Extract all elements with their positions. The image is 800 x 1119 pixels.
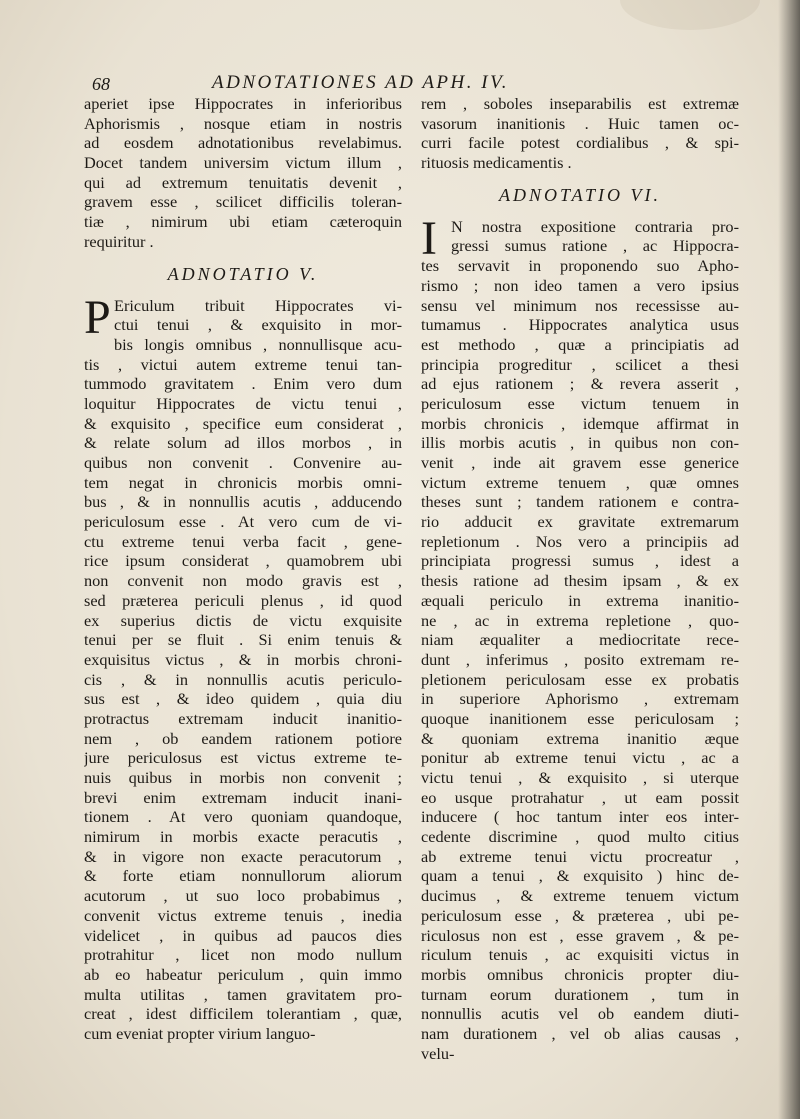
- text-line: repletionum . Nos vero a principiis ad: [421, 531, 739, 551]
- text-line: & relate solum ad illos morbos , in: [84, 433, 402, 453]
- text-line: thesis ratione ad thesim ipsam , & ex: [421, 571, 739, 591]
- text-line: pletionem periculosam esse ex probatis: [421, 669, 739, 689]
- text-line: multa utilitas , tamen gravitatem pro-: [84, 984, 402, 1004]
- drop-cap-p: P: [84, 290, 111, 344]
- text-line: loquitur Hippocrates de victu tenui ,: [84, 393, 402, 413]
- text-line: qui ad extremum tenuitatis devenit ,: [84, 172, 402, 192]
- text-line: bus , & in nonnullis acutis , adducendo: [84, 492, 402, 512]
- text-line: principia progreditur , scilicet a thesi: [421, 354, 739, 374]
- text-line: rice ipsum considerat , quamobrem ubi: [84, 551, 402, 571]
- text-line: tummodo gravitatem . Enim vero dum: [84, 374, 402, 394]
- text-line: ne , ac in extrema repletione , quo-: [421, 610, 739, 630]
- text-line: tes servavit in proponendo suo Apho-: [421, 256, 739, 276]
- text-line: requiritur .: [84, 231, 154, 251]
- text-line: & exquisito , specifice eum considerat ,: [84, 413, 402, 433]
- text-line: theses sunt ; tandem rationem e contra-: [421, 492, 739, 512]
- page-number: 68: [92, 74, 110, 94]
- text-line: nam durationem , vel ob alias causas ,: [421, 1023, 739, 1043]
- text-line: victu tenui , & exquisito , si uterque: [421, 768, 739, 787]
- text-line: riculosus non est , esse gravem , & pe-: [421, 925, 739, 945]
- right-column: [421, 94, 739, 1063]
- text-line: gravem esse , scilicet difficilis toleran-: [84, 192, 402, 212]
- text-line: riculum tenuis , ac exquisiti victus in: [421, 945, 739, 965]
- section-v-paragraph: [84, 290, 402, 1044]
- text-line: & forte etiam nonnullorum aliorum: [84, 866, 402, 886]
- text-line: nonnullis acutis vel ob eandem diuti-: [421, 1004, 739, 1024]
- text-line: venit , inde ait gravem esse generice: [421, 453, 739, 472]
- text-line: niam æqualiter a mediocritate rece-: [421, 630, 739, 650]
- text-line: tenui per se fluit . Si enim tenuis &: [84, 630, 402, 650]
- text-line: jure periculosus est victus extreme te-: [84, 748, 402, 768]
- text-line: cum eveniat propter virium languo-: [84, 1023, 316, 1043]
- text-line: Docet tandem universim victum illum ,: [84, 153, 402, 173]
- text-line: rio adducit ex gravitate extremarum: [421, 512, 739, 532]
- text-line: æquali periculo in extrema inanitio-: [421, 590, 739, 610]
- text-line: illis morbis acutis , in quibus non con-: [421, 433, 739, 453]
- text-line: quibus non convenit . Convenire au-: [84, 453, 402, 472]
- text-line: tis , victui autem extreme tenui tan-: [84, 354, 402, 374]
- text-line: convenit victus extreme tenuis , inedia: [84, 905, 402, 925]
- text-line: morbis chronicis , idemque affirmat in: [421, 413, 739, 433]
- text-line: est methodo , quæ a principiatis ad: [421, 334, 739, 354]
- binding-shadow: [778, 0, 800, 1119]
- right-intro-paragraph: [421, 94, 739, 173]
- text-line: tumamus . Hippocrates analytica usus: [421, 315, 739, 335]
- text-line: protrahitur , licet non modo nullum: [84, 945, 402, 965]
- text-line: ad eosdem adnotationibus revelabimus.: [84, 133, 402, 153]
- text-line: rismo ; non ideo tamen a vero ipsius: [421, 275, 739, 295]
- text-line: eo usque protrahatur , ut eam possit: [421, 787, 739, 807]
- text-line: cis , & in nonnullis acutis periculo-: [84, 669, 402, 689]
- text-line: vasorum inanitionis . Huic tamen oc-: [421, 113, 739, 133]
- text-line: tionem . At vero quoniam quandoque,: [84, 807, 402, 827]
- paper-stain: [620, 0, 760, 30]
- text-line: quam a tenui , & exquisito ) hinc de-: [421, 866, 739, 886]
- text-line: turnam eorum durationem , tum in: [421, 984, 739, 1004]
- section-vi-paragraph: [421, 211, 739, 1064]
- text-line: N nostra expositione contraria pro-: [451, 216, 739, 236]
- text-line: protractus extremam inducit inanitio-: [84, 708, 402, 728]
- section-heading-v: ADNOTATIO V.: [167, 263, 319, 284]
- text-line: quoque inanitionem esse periculosam ;: [421, 708, 739, 728]
- text-line: curri facile potest cordialibus , & spi-: [421, 133, 739, 153]
- text-line: nuis quibus in morbis non convenit ;: [84, 768, 402, 787]
- text-line: brevi enim extremam inducit inani-: [84, 787, 402, 807]
- text-line: & quoniam extrema inanitio æque: [421, 728, 739, 748]
- text-line: inducere ( hoc tantum inter eos inter-: [421, 807, 739, 827]
- text-line: ad ejus rationem ; & revera asserit ,: [421, 374, 739, 394]
- text-line: ab eo habeatur periculum , quin immo: [84, 964, 402, 984]
- text-line: nimirum in morbis exacte peracutis ,: [84, 827, 402, 847]
- text-line: sed præterea periculi plenus , id quod: [84, 590, 402, 610]
- text-line: principiata progressi sumus , idest a: [421, 551, 739, 571]
- text-line: periculosum esse victum tenuem in: [421, 393, 739, 413]
- text-line: ex superius dictis de victu exquisite: [84, 610, 402, 630]
- text-line: gressi sumus ratione , ac Hippocra-: [451, 236, 739, 256]
- running-title: ADNOTATIONES AD APH. IV.: [212, 72, 509, 93]
- text-line: ctu extreme tenui verba facit , gene-: [84, 531, 402, 551]
- text-line: bis longis omnibus , nonnullisque acu-: [114, 334, 402, 354]
- text-line: in superiore Aphorismo , extremam: [421, 689, 739, 709]
- text-line: periculosum esse . At vero cum de vi-: [84, 512, 402, 532]
- text-line: Aphorismis , nosque etiam in nostris: [84, 113, 402, 133]
- text-line: videlicet , in quibus ad paucos dies: [84, 925, 402, 945]
- text-line: dunt , inferimus , posito extremam re-: [421, 649, 739, 669]
- text-line: creat , idest difficilem tolerantiam , quæ,: [84, 1004, 402, 1024]
- text-line: ducimus , & extreme tenuem victum: [421, 886, 739, 906]
- left-column: [84, 94, 402, 1044]
- text-line: rem , soboles inseparabilis est extremæ: [421, 94, 739, 113]
- text-line: morbis omnibus chronicis propter diu-: [421, 964, 739, 984]
- text-line: ctui tenui , & exquisito in mor-: [114, 315, 402, 335]
- text-line: rituosis medicamentis .: [421, 153, 572, 173]
- left-intro-paragraph: [84, 94, 402, 252]
- text-line: ponitur ab extreme tenui victu , ac a: [421, 748, 739, 768]
- text-line: & in vigore non exacte peracutorum ,: [84, 846, 402, 866]
- text-line: exquisitus victus , & in morbis chroni-: [84, 649, 402, 669]
- text-line: victum extreme tenuem , quæ omnes: [421, 472, 739, 492]
- text-line: tem negat in chronicis morbis omni-: [84, 472, 402, 492]
- text-line: cedente discrimine , quod multo citius: [421, 827, 739, 847]
- text-line: non convenit non modo gravis est ,: [84, 571, 402, 591]
- text-line: sensu vel minimum nos recessisse au-: [421, 295, 739, 315]
- drop-cap-i: I: [421, 211, 437, 265]
- text-line: sus est , & ideo quidem , quia diu: [84, 689, 402, 709]
- text-line: ab extreme tenui victu procreatur ,: [421, 846, 739, 866]
- text-line: nem , ob eandem rationem potiore: [84, 728, 402, 748]
- section-heading-vi: ADNOTATIO VI.: [499, 184, 661, 205]
- text-line: velu-: [421, 1043, 455, 1063]
- text-line: tiæ , nimirum ubi etiam cæteroquin: [84, 212, 402, 232]
- text-line: aperiet ipse Hippocrates in inferioribus: [84, 94, 402, 113]
- text-line: periculosum esse , & præterea , ubi pe-: [421, 905, 739, 925]
- text-line: Ericulum tribuit Hippocrates vi-: [114, 295, 402, 315]
- text-line: acutorum , ut suo loco probabimus ,: [84, 886, 402, 906]
